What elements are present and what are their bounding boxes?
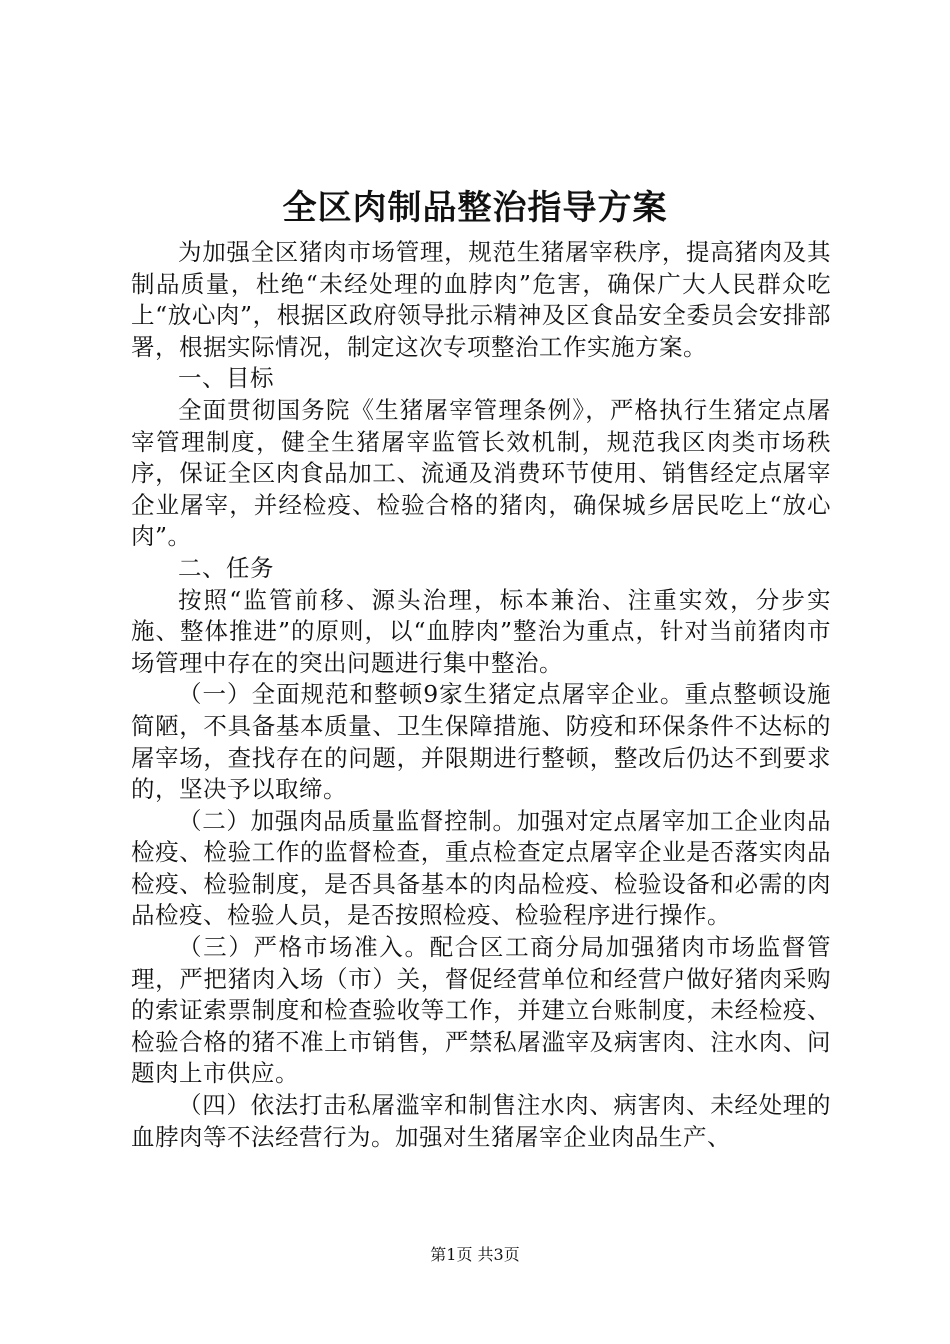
paragraph-intro: 为加强全区猪肉市场管理，规范生猪屠宰秩序，提高猪肉及其制品质量，杜绝“未经处理的血脖肉”危害，确保广大人民群众吃上“放心肉”，根据区政府领导批示精神及区食品安全委员会安排部署，根据实际情况，制定这次专项整治工作实施方案。 [131, 238, 831, 361]
paragraph-tasks: 按照“监管前移、源头治理，标本兼治、注重实效，分步实施、整体推进”的原则，以“血脖肉”整治为重点，针对当前猪肉市场管理中存在的突出问题进行集中整治。 [131, 585, 831, 677]
document-body [131, 237, 831, 1153]
document-title: 全区肉制品整治指导方案 [282, 188, 668, 228]
paragraph-task-4: （四）依法打击私屠滥宰和制售注水肉、病害肉、未经处理的血脖肉等不法经营行为。加强对生猪屠宰企业肉品生产、 [131, 1091, 831, 1151]
section-heading-tasks: 二、任务 [178, 553, 274, 582]
page-number-footer: 第1页 共3页 [430, 1245, 520, 1264]
paragraph-task-2: （二）加强肉品质量监督控制。加强对定点屠宰加工企业肉品检疫、检验工作的监督检查，重点检查定点屠宰企业是否落实肉品检疫、检验制度，是否具备基本的肉品检疫、检验设备和必需的肉品检疫、检验人员，是否按照检疫、检验程序进行操作。 [131, 806, 831, 930]
paragraph-task-3: （三）严格市场准入。配合区工商分局加强猪肉市场监督管理，严把猪肉入场（市）关，督促经营单位和经营户做好猪肉采购的索证索票制度和检查验收等工作，并建立台账制度，未经检疫、检验合格的猪不准上市销售，严禁私屠滥宰及病害肉、注水肉、问题肉上市供应。 [131, 933, 831, 1088]
section-heading-goal: 一、目标 [178, 364, 274, 393]
paragraph-task-1: （一）全面规范和整顿9家生猪定点屠宰企业。重点整顿设施简陋，不具备基本质量、卫生保障措施、防疫和环保条件不达标的屠宰场，查找存在的问题，并限期进行整顿，整改后仍达不到要求的，坚决予以取缔。 [131, 680, 831, 804]
paragraph-goal: 全面贯彻国务院《生猪屠宰管理条例》，严格执行生猪定点屠宰管理制度，健全生猪屠宰监管长效机制，规范我区肉类市场秩序，保证全区肉食品加工、流通及消费环节使用、销售经定点屠宰企业屠宰，并经检疫、检验合格的猪肉，确保城乡居民吃上“放心肉”。 [131, 395, 831, 551]
